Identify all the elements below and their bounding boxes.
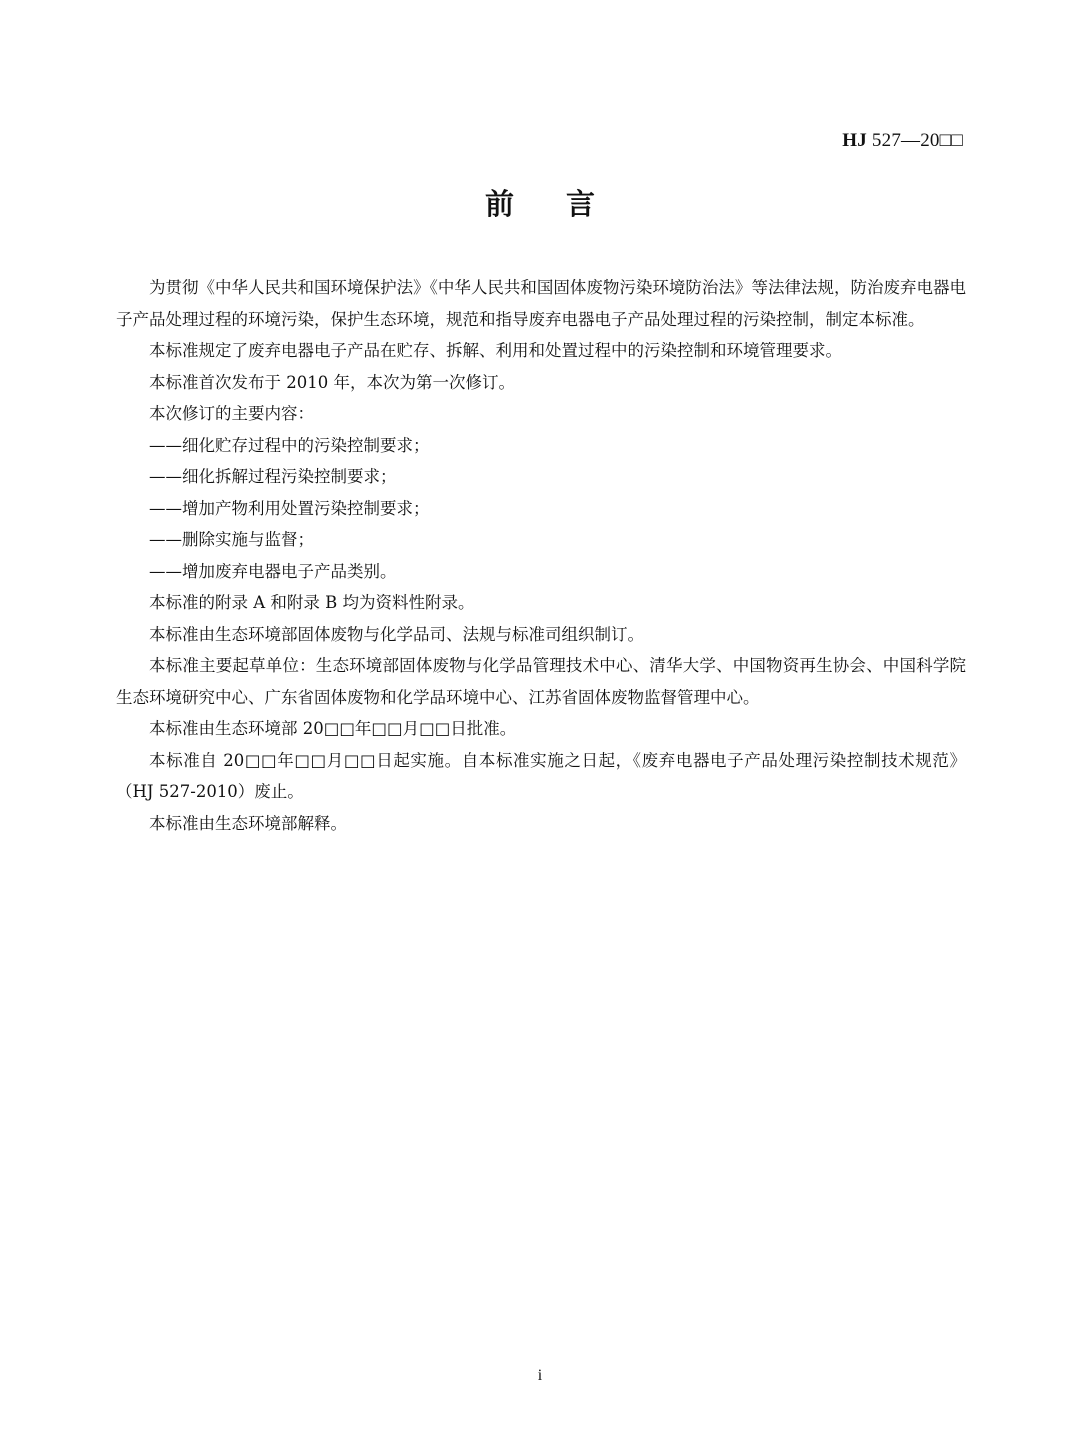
foreword-body (116, 272, 966, 839)
paragraph-organizer: 本标准由生态环境部固体废物与化学品司、法规与标准司组织制订。 (149, 624, 644, 644)
revision-item: ——增加废弃电器电子产品类别。 (149, 561, 397, 581)
paragraph-drafters: 本标准主要起草单位：生态环境部固体废物与化学品管理技术中心、清华大学、中国物资再生协会、中国科学院生态环境研究中心、广东省固体废物和化学品环境中心、江苏省固体废物监督管理中心。 (116, 656, 966, 707)
paragraph-purpose: 为贯彻《中华人民共和国环境保护法》《中华人民共和国固体废物污染环境防治法》等法律法规，防治废弃电器电子产品处理过程的环境污染，保护生态环境，规范和指导废弃电器电子产品处理过程的污染控制，制定本标准。 (116, 278, 966, 329)
standard-code-number: 527—20□□ (866, 130, 963, 151)
paragraph-effective: 本标准自 20□□年□□月□□日起实施。自本标准实施之日起，《废弃电器电子产品处理污染控制技术规范》（HJ 527-2010）废止。 (116, 750, 966, 801)
standard-code (842, 130, 963, 152)
paragraph-revision-intro: 本次修订的主要内容： (149, 404, 314, 423)
standard-code-prefix: HJ (842, 130, 867, 151)
revision-item: ——删除实施与监督； (149, 530, 314, 549)
page-number: i (537, 1367, 543, 1384)
paragraph-appendix: 本标准的附录 A 和附录 B 均为资料性附录。 (149, 593, 475, 612)
page-title: 前言 (484, 187, 647, 221)
revision-item: ——增加产物利用处置污染控制要求； (149, 498, 430, 518)
revision-item: ——细化拆解过程污染控制要求； (149, 467, 397, 486)
paragraph-scope: 本标准规定了废弃电器电子产品在贮存、拆解、利用和处置过程中的污染控制和环境管理要求。 (149, 341, 842, 360)
paragraph-approval: 本标准由生态环境部 20□□年□□月□□日批准。 (149, 719, 517, 738)
revision-item: ——细化贮存过程中的污染控制要求； (149, 435, 430, 455)
paragraph-interpretation: 本标准由生态环境部解释。 (149, 813, 347, 833)
paragraph-history: 本标准首次发布于 2010 年，本次为第一次修订。 (149, 372, 515, 392)
